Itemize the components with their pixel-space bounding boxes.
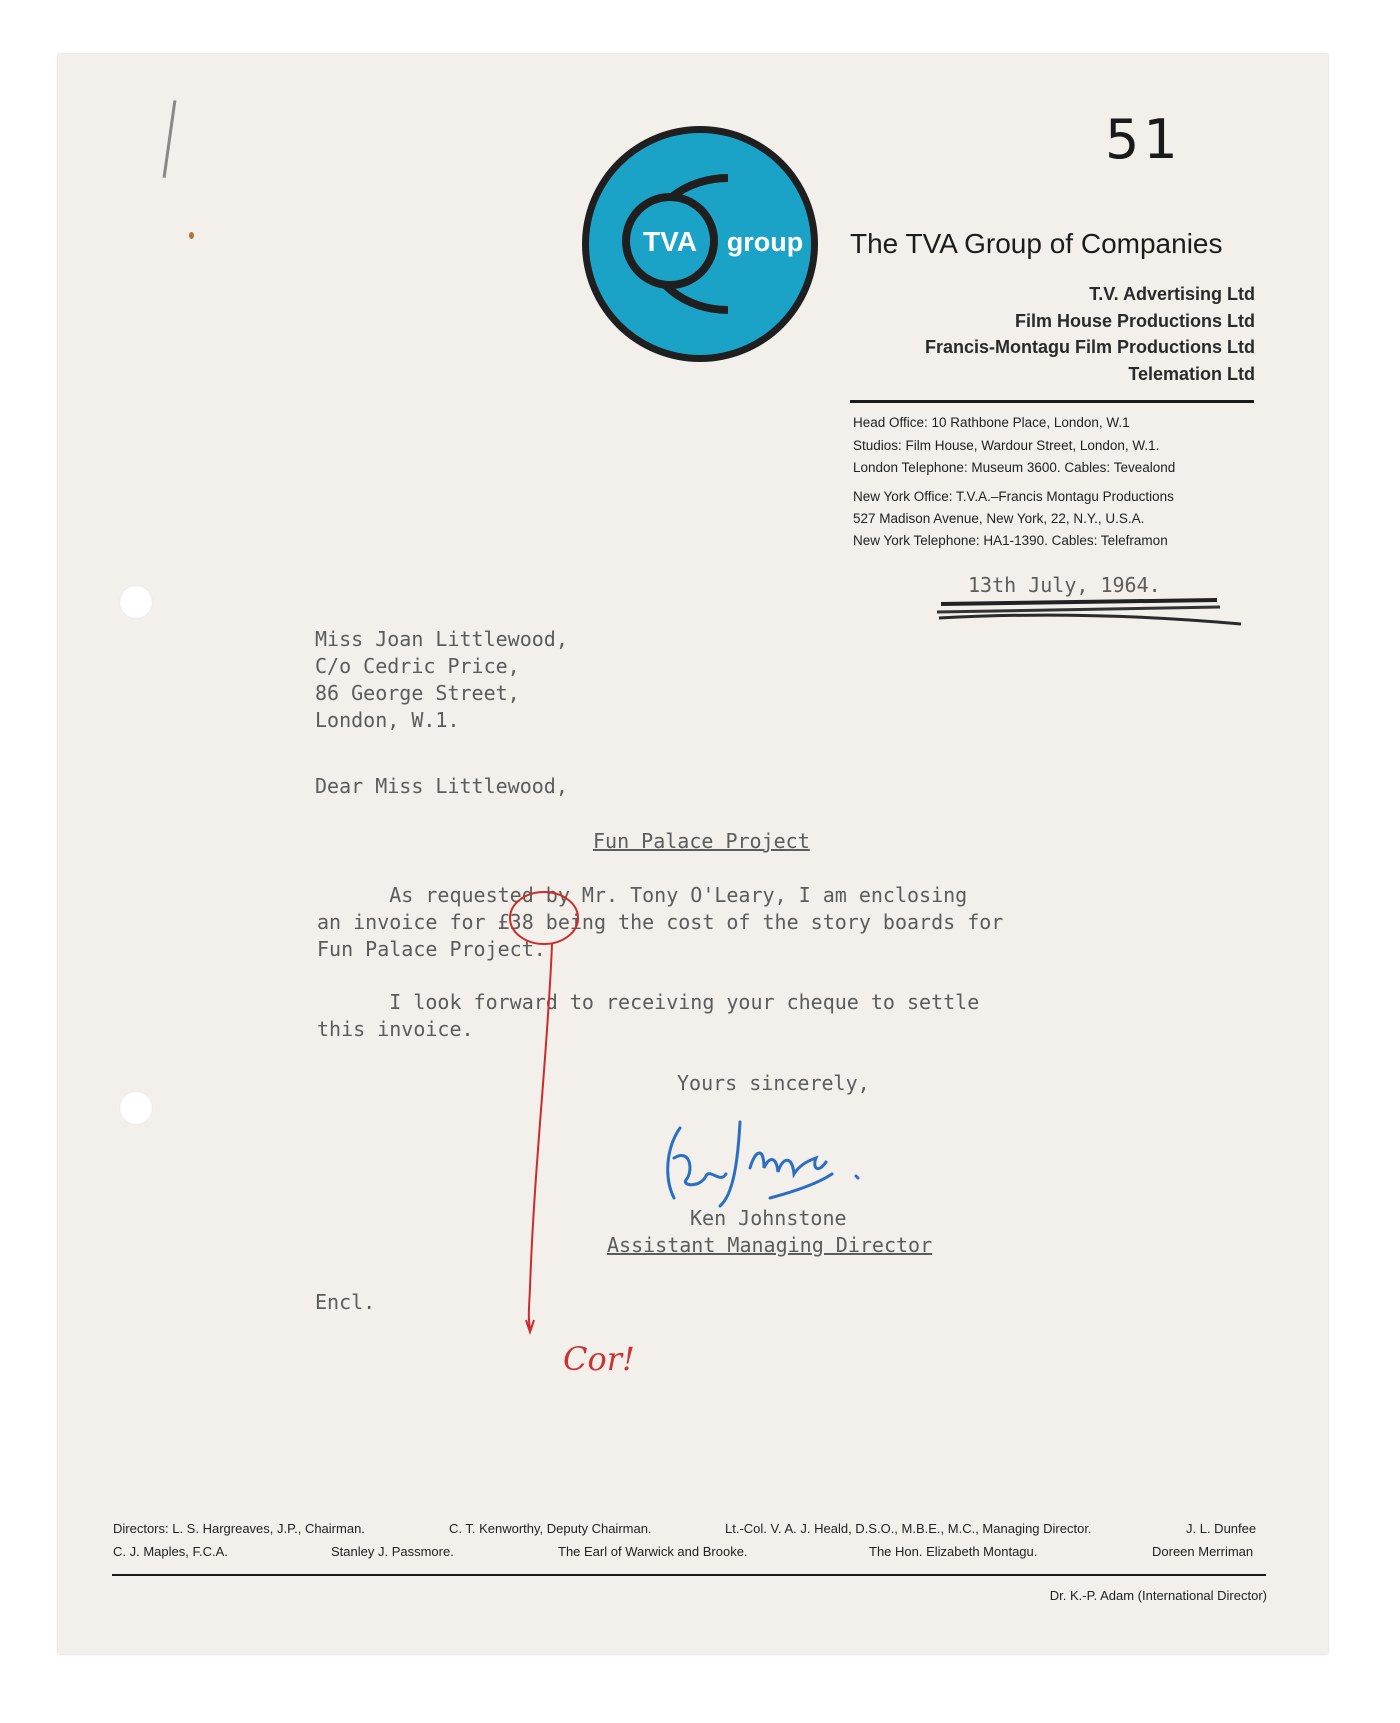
body-line-3: Fun Palace Project. xyxy=(317,937,546,961)
punch-hole-top xyxy=(119,585,153,619)
punch-hole-bottom xyxy=(119,1091,153,1125)
directors-row2-c: The Earl of Warwick and Brooke. xyxy=(558,1544,748,1559)
annotation-text: Cor! xyxy=(563,1340,635,1378)
red-pen-annotation xyxy=(500,848,680,1388)
salutation: Dear Miss Littlewood, xyxy=(315,774,568,798)
directors-row2-d: The Hon. Elizabeth Montagu. xyxy=(869,1544,1038,1559)
handwritten-page-number: 51 xyxy=(1105,108,1182,171)
body-line-5: this invoice. xyxy=(317,1017,474,1041)
tva-group-logo xyxy=(578,120,822,368)
subject-line: Fun Palace Project xyxy=(593,829,810,853)
stain-mark xyxy=(189,232,194,239)
company-name: The TVA Group of Companies xyxy=(850,228,1223,259)
address-line-5: 527 Madison Avenue, New York, 22, N.Y., U.S.A. xyxy=(853,511,1145,526)
recipient-line-4: London, W.1. xyxy=(315,708,460,732)
recipient-line-1: Miss Joan Littlewood, xyxy=(315,627,568,651)
address-line-3: London Telephone: Museum 3600. Cables: Tevealond xyxy=(853,460,1176,475)
footer-rule xyxy=(112,1574,1266,1576)
directors-row2-b: Stanley J. Passmore. xyxy=(331,1544,454,1559)
logo-text-group: group xyxy=(726,227,804,257)
directors-row2-e: Doreen Merriman xyxy=(1152,1544,1254,1559)
directors-row1-c: Lt.-Col. V. A. J. Heald, D.S.O., M.B.E., M.C., Managing Director. xyxy=(725,1521,1092,1536)
body-line-2: an invoice for £38 being the cost of the story boards for xyxy=(317,910,1004,934)
international-director: Dr. K.-P. Adam (International Director) xyxy=(1049,1588,1267,1603)
subsidiary-4: Telemation Ltd xyxy=(1128,364,1255,384)
directors-row2-a: C. J. Maples, F.C.A. xyxy=(113,1544,228,1559)
handwritten-signature xyxy=(660,1118,870,1210)
subsidiary-1: T.V. Advertising Ltd xyxy=(1089,284,1255,304)
enclosure-note: Encl. xyxy=(315,1290,376,1314)
recipient-line-3: 86 George Street, xyxy=(315,681,520,705)
address-line-4: New York Office: T.V.A.–Francis Montagu Productions xyxy=(853,489,1174,504)
logo-text-tva: TVA xyxy=(643,226,697,257)
recipient-line-2: C/o Cedric Price, xyxy=(315,654,520,678)
body-line-1: As requested by Mr. Tony O'Leary, I am enclosing xyxy=(317,883,968,907)
directors-row1-d: J. L. Dunfee xyxy=(1186,1521,1257,1536)
address-line-6: New York Telephone: HA1-1390. Cables: Teleframon xyxy=(853,533,1168,548)
closing: Yours sincerely, xyxy=(677,1071,870,1095)
subsidiary-3: Francis-Montagu Film Productions Ltd xyxy=(925,337,1255,357)
body-line-4: I look forward to receiving your cheque to settle xyxy=(317,990,980,1014)
directors-row1-b: C. T. Kenworthy, Deputy Chairman. xyxy=(449,1521,652,1536)
letter-date: 13th July, 1964. xyxy=(968,573,1161,597)
signer-name: Ken Johnstone xyxy=(690,1206,847,1230)
date-strike-marks xyxy=(935,596,1245,630)
signer-title: Assistant Managing Director xyxy=(607,1233,933,1257)
address-line-1: Head Office: 10 Rathbone Place, London, W.1 xyxy=(853,415,1130,430)
subsidiary-2: Film House Productions Ltd xyxy=(1014,311,1255,331)
address-line-2: Studios: Film House, Wardour Street, London, W.1. xyxy=(853,438,1160,453)
directors-row1-a: Directors: L. S. Hargreaves, J.P., Chairman. xyxy=(113,1521,365,1536)
letterhead-rule xyxy=(850,400,1254,403)
